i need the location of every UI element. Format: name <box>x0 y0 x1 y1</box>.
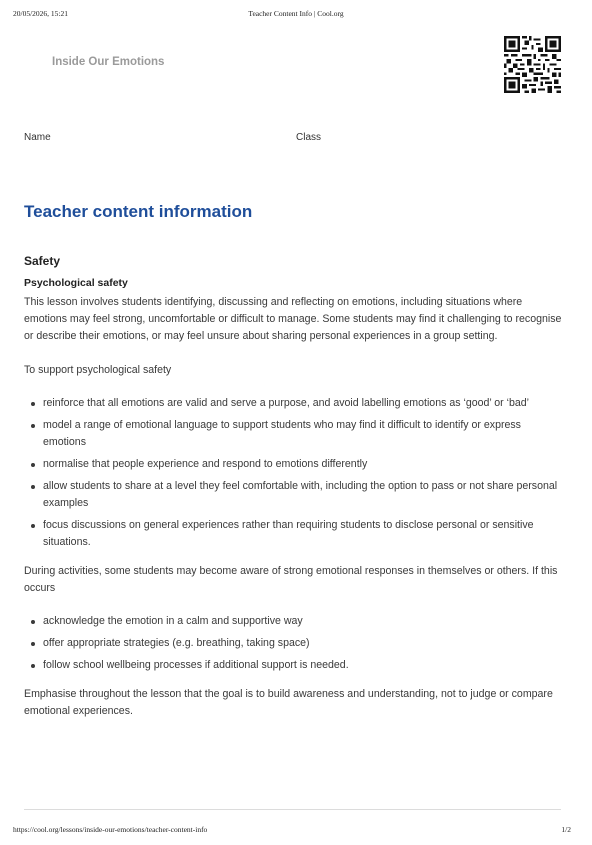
activities-list <box>24 613 564 674</box>
section-title-safety: Safety <box>24 254 61 268</box>
lesson-title: Inside Our Emotions <box>52 56 165 68</box>
list-item: offer appropriate strategies (e.g. breathing, taking space) <box>24 635 564 652</box>
list-item: normalise that people experience and respond to emotions differently <box>24 456 564 473</box>
support-lead-paragraph: To support psychological safety <box>24 364 172 376</box>
list-item: model a range of emotional language to support students who may find it difficult to identify or express emotions <box>24 417 564 451</box>
print-datetime: 20/05/2026, 15:21 <box>13 9 69 18</box>
print-url: https://cool.org/lessons/inside-our-emotions/teacher-content-info <box>13 825 208 834</box>
name-field-label: Name <box>24 132 51 143</box>
class-field-label: Class <box>296 132 322 143</box>
qr-code-icon <box>504 36 561 93</box>
list-item: allow students to share at a level they feel comfortable with, including the option to pass or not share personal examples <box>24 478 564 512</box>
main-content <box>24 201 564 720</box>
support-list <box>24 395 564 551</box>
print-page-number: 1/2 <box>561 825 571 834</box>
print-page-title: Teacher Content Info | Cool.org <box>248 9 344 18</box>
list-item: focus discussions on general experiences rather than requiring students to disclose personal or sensitive situations. <box>24 517 564 551</box>
intro-paragraph: This lesson involves students identifying, discussing and reflecting on emotions, including situations where emotions may feel strong, uncomfortable or difficult to manage. Some students may find it challenging to recognise or describe their emotions, or may feel unsure about sharing personal experiences in a group setting. <box>24 296 562 342</box>
list-item: follow school wellbeing processes if additional support is needed. <box>24 657 564 674</box>
page-title: Teacher content information <box>24 202 253 221</box>
subsection-title-psychological-safety: Psychological safety <box>24 277 128 289</box>
list-item: acknowledge the emotion in a calm and supportive way <box>24 613 564 630</box>
closing-paragraph: Emphasise throughout the lesson that the goal is to build awareness and understanding, not to judge or compare emotional experiences. <box>24 688 553 717</box>
list-item: reinforce that all emotions are valid and serve a purpose, and avoid labelling emotions as ‘good’ or ‘bad’ <box>24 395 564 412</box>
activities-lead-paragraph: During activities, some students may become aware of strong emotional responses in themselves or others. If this occurs <box>24 565 558 594</box>
divider <box>24 809 561 810</box>
